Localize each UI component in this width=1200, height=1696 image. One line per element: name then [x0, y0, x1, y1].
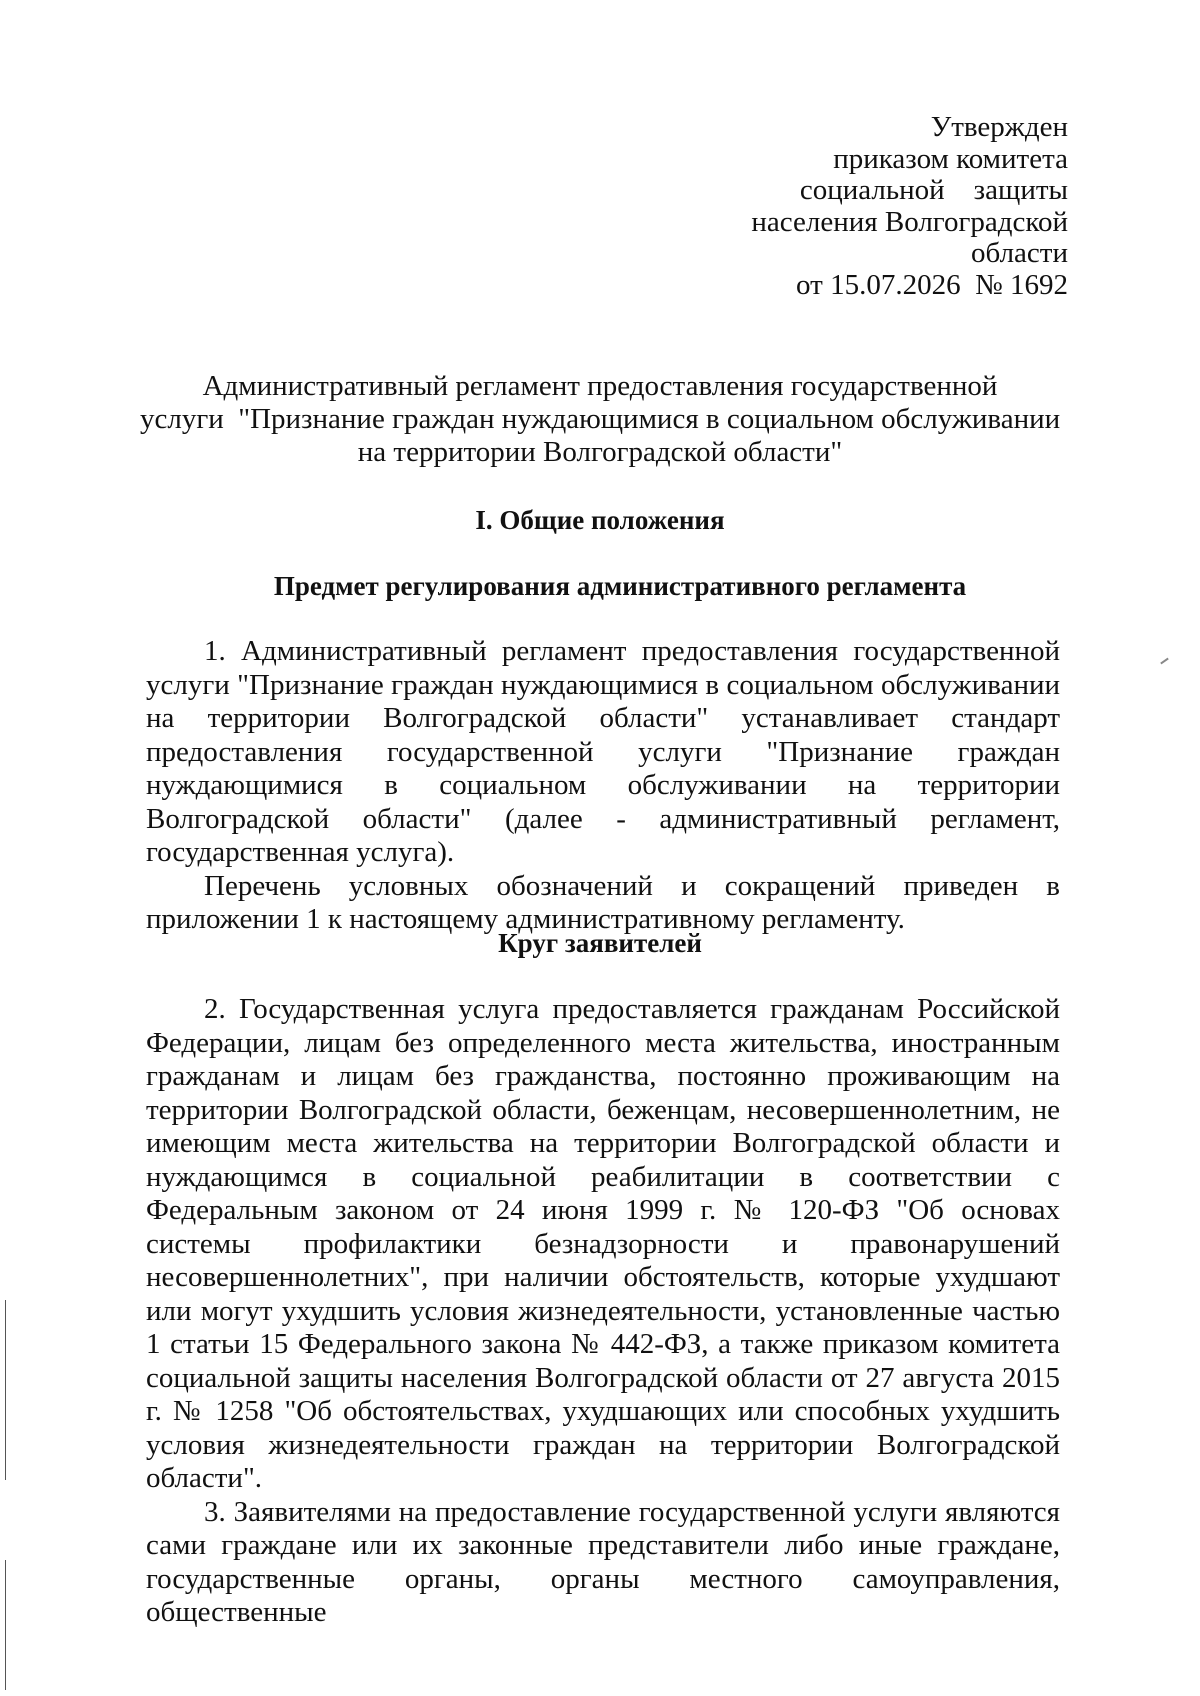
approval-block — [748, 112, 1068, 301]
approval-line: области — [971, 237, 1068, 269]
subsection-heading-subject: Предмет регулирования административного регламента — [273, 571, 967, 601]
paragraph: Перечень условных обозначений и сокращений приведен в приложении 1 к настоящему административному регламенту. — [146, 869, 1060, 935]
approval-line: социальной защиты — [799, 174, 1068, 206]
title-line: на территории Волгоградской области" — [357, 436, 843, 468]
paragraph: 1. Административный регламент предоставления государственной услуги "Признание граждан нуждающимися в социальном обслуживании на территории Волгоградской области" устанавливает стандарт предоставления государственной услуги "Признание граждан нуждающимися в социальном обслуживании на территории Волгоградской области" (далее - административный регламент, государственная услуга). — [146, 635, 1060, 868]
scan-edge-mark — [5, 1560, 6, 1690]
scan-edge-mark — [5, 1300, 6, 1480]
section-heading: I. Общие положения — [475, 505, 725, 535]
approval-date-number: от 15.07.2026 № 1692 — [796, 268, 1068, 301]
title-line: Административный регламент предоставления государственной — [202, 370, 998, 402]
subsection-body-subject — [146, 635, 1060, 937]
document-title — [140, 370, 1060, 469]
approval-line: населения Волгоградской — [751, 205, 1068, 238]
approval-line: приказом комитета — [833, 142, 1068, 175]
scan-speck — [1160, 658, 1169, 665]
approval-line: Утвержден — [930, 111, 1068, 143]
subsection-heading-applicants: Круг заявителей — [498, 928, 702, 958]
paragraph: 3. Заявителями на предоставление государственной услуги являются сами граждане или их законные представители либо иные граждане, государственные органы, органы местного самоуправления, общественные — [146, 1495, 1060, 1628]
paragraph: 2. Государственная услуга предоставляется гражданам Российской Федерации, лицам без определенного места жительства, иностранным гражданам и лицам без гражданства, постоянно проживающим на территории Волгоградской области, беженцам, несовершеннолетним, не имеющим места жительства на территории Волгоградской области и нуждающимся в социальной реабилитации в соответствии с Федеральным законом от 24 июня 1999 г. № 120-ФЗ "Об основах системы профилактики безнадзорности и правонарушений несовершеннолетних", при наличии обстоятельств, которые ухудшают или могут ухудшить условия жизнедеятельности, установленные частью 1 статьи 15 Федерального закона № 442-ФЗ, а также приказом комитета социальной защиты населения Волгоградской области от 27 августа 2015 г. № 1258 "Об обстоятельствах, ухудшающих или способных ухудшить условия жизнедеятельности граждан на территории Волгоградской области". — [146, 993, 1060, 1494]
subsection-body-applicants — [146, 993, 1060, 1630]
title-line: услуги "Признание граждан нуждающимися в социальном обслуживании — [140, 403, 1061, 435]
